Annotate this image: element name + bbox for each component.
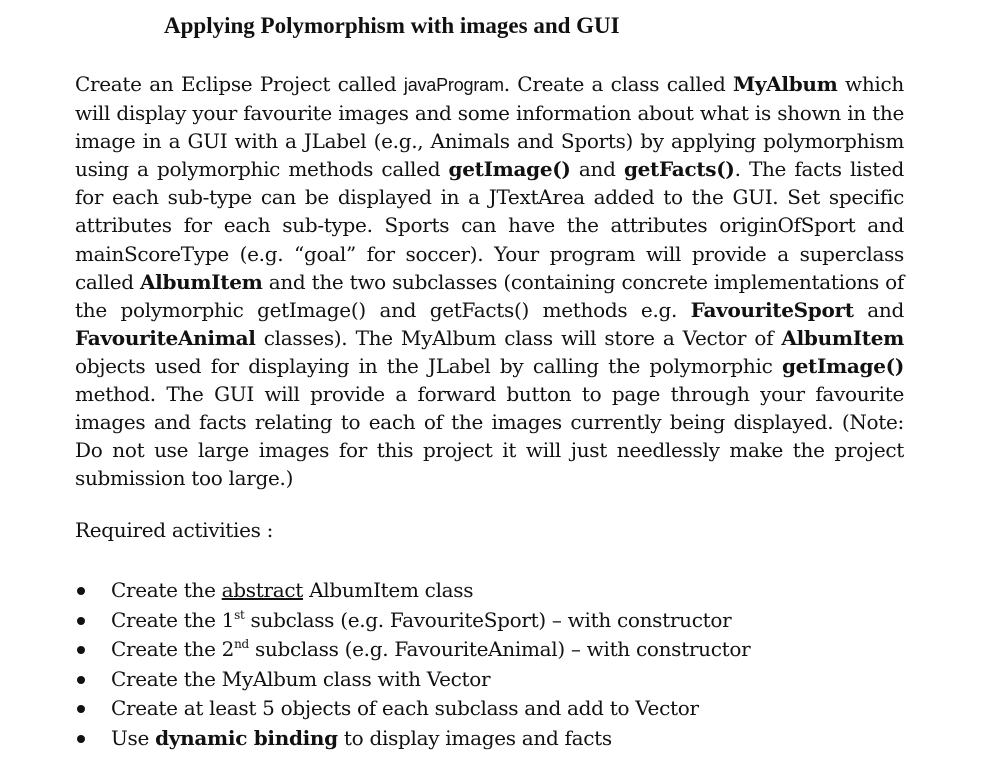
text-run: and the two subclasses (containing concrete implementations of the polymorphic getImage() and getFacts() methods e.g. xyxy=(75,269,904,322)
text-run: and xyxy=(570,157,624,182)
project-name: javaProgram xyxy=(403,75,504,95)
activity-item xyxy=(75,724,750,754)
bullet-icon xyxy=(77,676,85,684)
bullet-icon xyxy=(77,705,85,713)
activity-text: Use xyxy=(111,725,156,750)
bullet-icon xyxy=(77,735,85,743)
assignment-description xyxy=(75,70,904,492)
activity-item xyxy=(75,576,750,606)
class-name-myalbum: MyAlbum xyxy=(733,72,838,96)
method-name-getimage: getImage() xyxy=(781,353,904,378)
activity-emphasis: abstract xyxy=(221,578,304,602)
activity-emphasis: dynamic binding xyxy=(155,725,338,750)
text-run: . The facts listed for each sub-type can be displayed in a JTextArea added to the GUI. Set specific attributes for each sub-type. Sports can have the attributes originOfSport and mainScoreType (e.g. “goal” for soccer). Your program will provide a superclass called xyxy=(75,157,904,294)
ordinal-suffix: nd xyxy=(234,637,249,651)
text-run: method. The GUI will provide a forward button to page through your favourite images and facts relating to each of the images currently being displayed. (Note: Do not use large images for this project it will just needlessly make the project submission too large.) xyxy=(75,382,904,491)
ordinal-suffix: st xyxy=(234,607,245,622)
activity-text: Create at least 5 objects of each subclass and add to Vector xyxy=(111,696,699,720)
class-name-albumitem: AlbumItem xyxy=(781,325,904,350)
bullet-icon xyxy=(77,587,85,595)
activity-text: to display images and facts xyxy=(337,725,612,750)
required-activities-heading: Required activities : xyxy=(75,518,274,542)
activity-text: Create the xyxy=(111,578,222,602)
activity-item xyxy=(75,665,750,695)
activity-text: subclass (e.g. FavouriteAnimal) – with constructor xyxy=(248,637,751,661)
activity-text: Create the 1 xyxy=(111,607,235,632)
text-run: objects used for displaying in the JLabel by calling the polymorphic xyxy=(75,353,782,378)
activity-text: Create the MyAlbum class with Vector xyxy=(111,666,491,691)
text-run: and xyxy=(853,297,904,322)
bullet-icon xyxy=(77,617,85,625)
activity-item xyxy=(75,635,750,665)
class-name-favouriteanimal: FavouriteAnimal xyxy=(75,325,256,350)
activity-text: subclass (e.g. FavouriteSport) – with constructor xyxy=(244,607,732,632)
page-title: Applying Polymorphism with images and GUI xyxy=(164,13,620,38)
required-activities-list xyxy=(75,576,750,753)
class-name-albumitem: AlbumItem xyxy=(139,269,263,294)
text-run: which will display your favourite images and some information about what is shown in the image in a GUI with a JLabel (e.g., Animals and Sports) by applying polymorphism using a polymorphic methods called xyxy=(75,72,904,182)
activity-text: Create the 2 xyxy=(111,637,235,661)
text-run: classes). The MyAlbum class will store a Vector of xyxy=(255,325,782,350)
activity-text: AlbumItem class xyxy=(303,578,474,602)
bullet-icon xyxy=(77,646,85,654)
method-name-getfacts: getFacts() xyxy=(623,157,735,182)
activity-item xyxy=(75,694,750,724)
activity-item xyxy=(75,606,750,636)
text-run: . Create a class called xyxy=(503,72,734,96)
class-name-favouritesport: FavouriteSport xyxy=(690,297,854,322)
text-run: Create an Eclipse Project called xyxy=(75,72,404,96)
method-name-getimage: getImage() xyxy=(448,157,571,182)
